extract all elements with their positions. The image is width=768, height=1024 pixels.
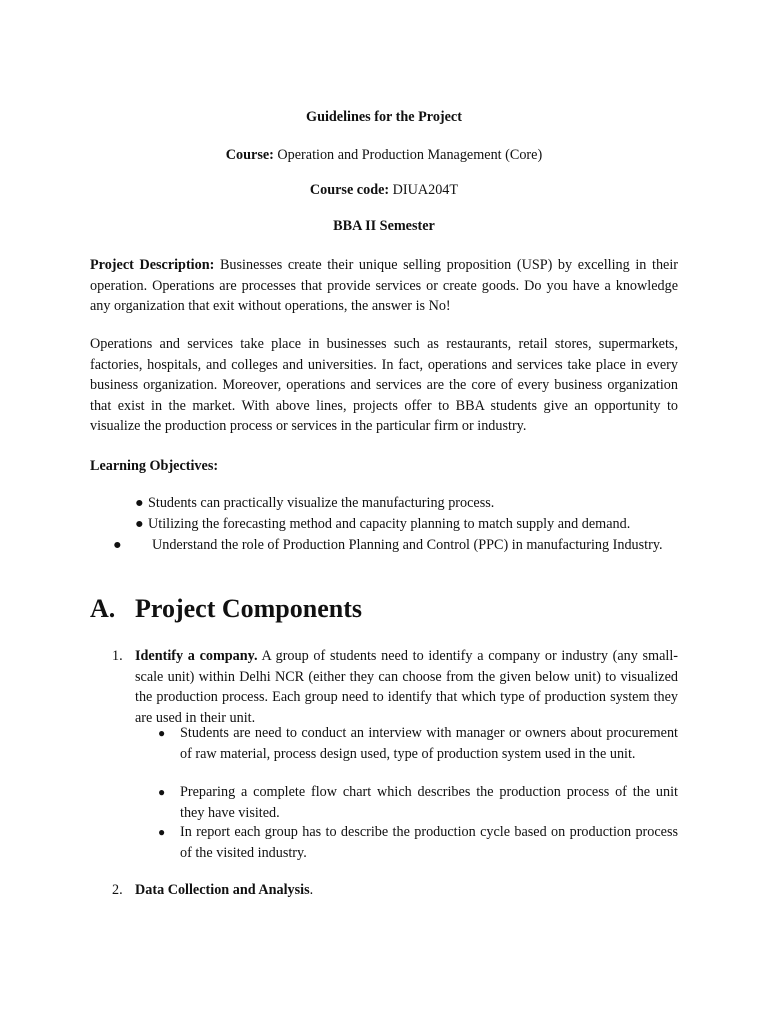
bullet-icon: ●: [158, 825, 166, 839]
bullet-icon: ●: [158, 785, 166, 799]
learning-objectives-heading: Learning Objectives:: [90, 458, 219, 474]
operations-paragraph: Operations and services take place in businesses such as restaurants, retail stores, supermarkets, factories, hospitals, and colleges and universities. In fact, operations and services take place in every business organization. Moreover, operations and services are the core of every business organization that exist in the market. With above lines, projects offer to BBA students give an opportunity to visualize the production process or services in the particular firm or industry.: [90, 336, 678, 434]
objective-item: ● Utilizing the forecasting method and capacity planning to match supply and demand.: [135, 514, 678, 535]
section-letter: A.: [90, 594, 116, 623]
sub-bullet-item: ● Preparing a complete flow chart which describes the production process of the unit they have visited.: [158, 784, 678, 821]
sub-bullet-item: ● Students are need to conduct an interview with manager or owners about procurement of raw material, process design used, type of production system used in the unit.: [158, 725, 678, 762]
item-number: 2.: [112, 882, 123, 898]
course-value: Operation and Production Management (Core): [277, 147, 543, 163]
bullet-icon: ●: [135, 516, 144, 532]
component-item-1: [112, 646, 678, 728]
course-label: Course:: [225, 147, 274, 163]
course-code-label: Course code:: [309, 182, 390, 198]
sub-bullet-item: ● In report each group has to describe the production cycle based on production process of the visited industry.: [158, 824, 678, 861]
course-code-value: DIUA204T: [392, 182, 459, 198]
course-line: [0, 145, 768, 166]
bullet-icon: ●: [135, 495, 144, 511]
document-title: Guidelines for the Project: [306, 109, 462, 125]
item-number: 1.: [112, 648, 123, 664]
bullet-icon: ●: [113, 537, 122, 553]
component-item-2: 2. Data Collection and Analysis.: [112, 880, 678, 901]
component-text: A group of students need to identify a company or industry (any small-scale unit) within Delhi NCR (either they can choose from the given below unit) to visualized the production process. Each group need to identify that which type of production system they are used in their unit.: [135, 648, 679, 726]
section-a-heading: [90, 593, 362, 625]
objective-item: ● Understand the role of Production Planning and Control (PPC) in manufacturing Industry.: [135, 535, 678, 556]
component-title: Identify a company.: [135, 648, 258, 664]
section-title: Project Components: [135, 594, 362, 623]
course-code-line: [0, 180, 768, 201]
objective-item: ● Students can practically visualize the manufacturing process.: [135, 493, 678, 514]
bullet-icon: ●: [158, 726, 166, 740]
semester-line: BBA II Semester: [333, 218, 435, 234]
project-description-label: Project Description:: [90, 257, 215, 273]
project-description-text: Businesses create their unique selling proposition (USP) by excelling in their operation. Operations are processes that provide services or create goods. Do you have a knowledge any organization that exit without operations, the answer is No!: [90, 257, 678, 314]
component-title: Data Collection and Analysis: [135, 882, 310, 898]
project-description: [90, 255, 678, 317]
